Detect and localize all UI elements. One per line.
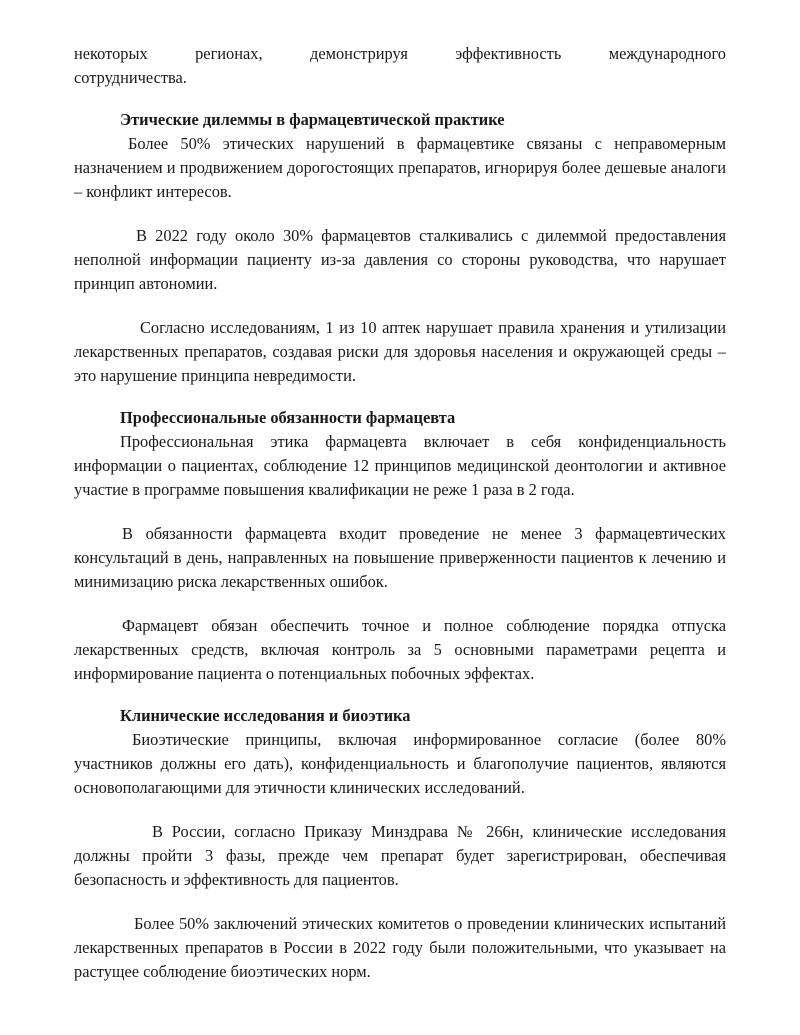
section-heading-clinical: Клинические исследования и биоэтика: [120, 706, 411, 725]
section-heading-duties: Профессиональные обязанности фармацевта: [120, 408, 456, 427]
document-page: [74, 42, 726, 984]
intro-line-2: сотрудничества.: [74, 68, 187, 87]
intro-line-1: некоторых регионах, демонстрируя эффективность международного: [74, 44, 726, 63]
paragraph: Более 50% заключений этических комитетов о проведении клинических испытаний лекарственных препаратов в России в 2022 году были положительными, что указывает на растущее соблюдение биоэтических норм.: [74, 914, 726, 981]
paragraph: Биоэтические принципы, включая информированное согласие (более 80% участников должны его дать), конфиденциальность и благополучие пациентов, являются основополагающими для этичности клинических исследований.: [74, 730, 726, 797]
paragraph: В обязанности фармацевта входит проведение не менее 3 фармацевтических консультаций в день, направленных на повышение приверженности пациентов к лечению и минимизацию риска лекарственных ошибок.: [74, 524, 726, 591]
paragraph: Фармацевт обязан обеспечить точное и полное соблюдение порядка отпуска лекарственных средств, включая контроль за 5 основными параметрами рецепта и информирование пациента о потенциальных побочных эффектах.: [74, 616, 726, 683]
paragraph: Профессиональная этика фармацевта включает в себя конфиденциальность информации о пациентах, соблюдение 12 принципов медицинской деонтологии и активное участие в программе повышения квалификации не реже 1 раза в 2 года.: [74, 432, 726, 499]
paragraph: В России, согласно Приказу Минздрава № 266н, клинические исследования должны пройти 3 фазы, прежде чем препарат будет зарегистрирован, обеспечивая безопасность и эффективность для пациентов.: [74, 822, 726, 889]
section-heading-ethics: Этические дилеммы в фармацевтической практике: [120, 110, 505, 129]
paragraph: Согласно исследованиям, 1 из 10 аптек нарушает правила хранения и утилизации лекарственных препаратов, создавая риски для здоровья населения и окружающей среды – это нарушение принципа невредимости.: [74, 318, 726, 385]
paragraph: В 2022 году около 30% фармацевтов сталкивались с дилеммой предоставления неполной информации пациенту из-за давления со стороны руководства, что нарушает принцип автономии.: [74, 226, 726, 293]
paragraph: Более 50% этических нарушений в фармацевтике связаны с неправомерным назначением и продвижением дорогостоящих препаратов, игнорируя более дешевые аналоги – конфликт интересов.: [74, 134, 726, 201]
